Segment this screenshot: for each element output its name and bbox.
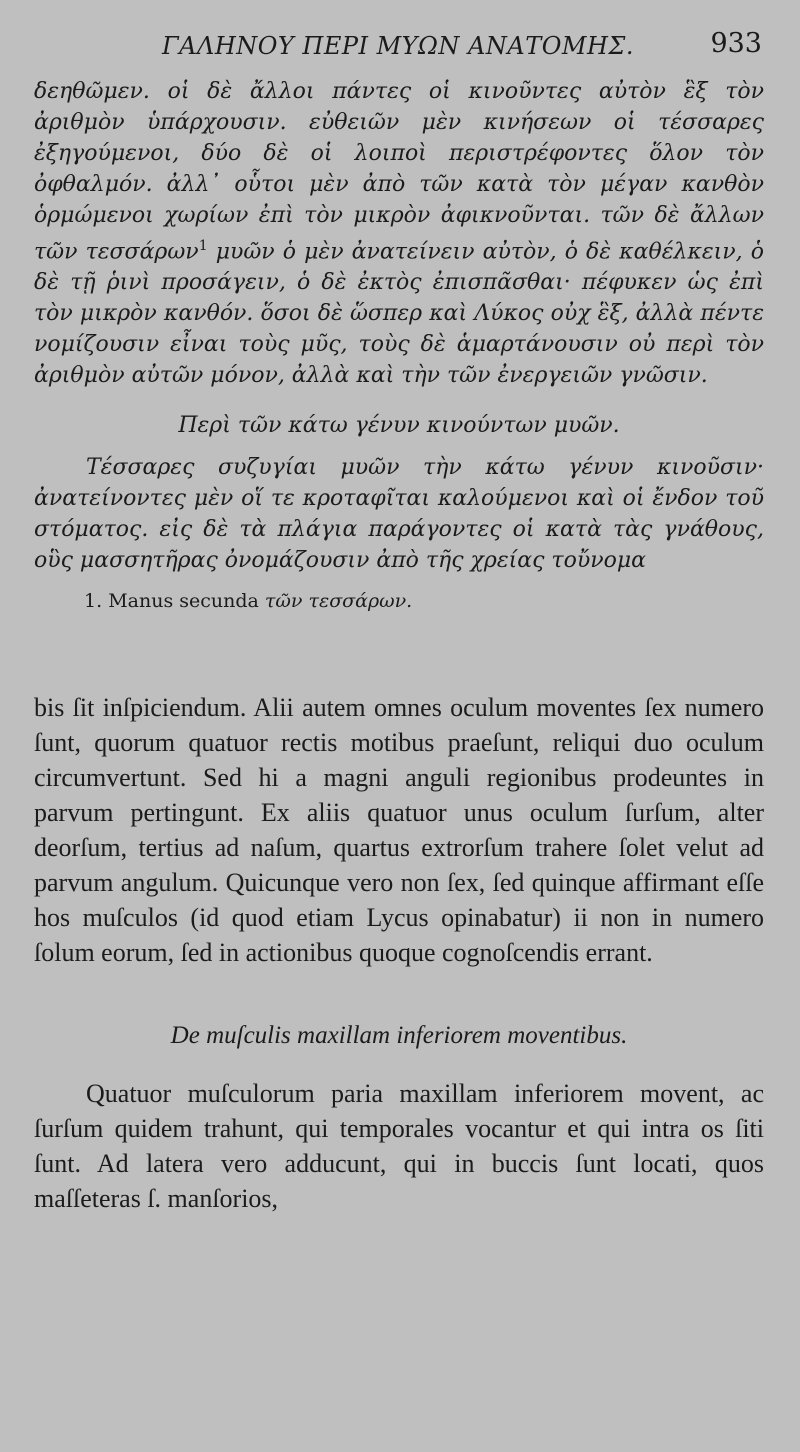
greek-text-block <box>34 76 764 391</box>
greek-paragraph-1-continuation: μυῶν ὁ μὲν ἀνατείνειν αὐτὸν, ὁ δὲ καθέλκειν, ὁ δὲ τῇ ῥινὶ προσάγειν, ὁ δὲ ἐκτὸς ἐπισπᾶσθαι· πέφυκεν ὡς ἐπὶ τὸν μικρὸν κανθόν. ὅσοι δὲ ὥσπερ καὶ Λύκος οὐχ ἓξ, ἀλλὰ πέντε νομίζουσιν εἶναι τοὺς μῦς, τοὺς δὲ ἁμαρτάνουσιν οὐ περὶ τὸν ἀριθμὸν αὐτῶν μόνον, ἀλλὰ καὶ τὴν τῶν ἐνεργειῶν γνῶσιν. <box>34 239 764 389</box>
latin-paragraph-2: Quatuor muſculorum paria maxillam inferiorem movent, ac ſurſum quidem trahunt, qui temporales vocantur et qui intra os ſiti ſunt. Ad latera vero adducunt, qui in buccis ſunt locati, quos maſſeteras ſ. manſorios, <box>34 1079 764 1214</box>
footnote-latin: Manus secunda <box>108 590 259 613</box>
page-number: 933 <box>710 28 762 59</box>
latin-text-block <box>34 690 764 970</box>
latin-text-block-2 <box>34 1076 764 1216</box>
running-head: ΓΑΛΗΝΟΥ ΠΕΡΙ ΜΥΩΝ ΑΝΑΤΟΜΗΣ. <box>162 32 634 60</box>
greek-text-block-2 <box>34 452 764 576</box>
latin-section-heading: De muſculis maxillam inferiorem moventibus. <box>170 1022 628 1050</box>
greek-paragraph-2: Τέσσαρες συζυγίαι μυῶν τὴν κάτω γένυν κινοῦσιν· ἀνατείνοντες μὲν οἵ τε κροταφῖται καλούμενοι καὶ οἱ ἔνδον τοῦ στόματος. εἰς δὲ τὰ πλάγια παράγοντες οἱ κατὰ τὰς γνάθους, οὓς μασσητῆρας ὀνομάζουσιν ἀπὸ τῆς χρείας τοὔνομα <box>34 455 764 574</box>
footnote <box>84 590 764 612</box>
page-header <box>34 28 764 68</box>
latin-paragraph-1: bis ſit inſpiciendum. Alii autem omnes oculum moventes ſex numero ſunt, quorum quatuor rectis motibus praeſunt, reliqui duo oculum circumvertunt. Sed hi a magni anguli regionibus prodeuntes in parvum pertingunt. Ex aliis quatuor unus oculum ſurſum, alter deorſum, tertius ad naſum, quartus extrorſum trahere ſolet velut ad parvum angulum. Quicunque vero non ſex, ſed quinque affirmant eſſe hos muſculos (id quod etiam Lycus opinabatur) ii non in numero ſolum eorum, ſed in actionibus quoque cognoſcendis errant. <box>34 693 764 968</box>
greek-paragraph-1-text: δεηθῶμεν. οἱ δὲ ἄλλοι πάντες οἱ κινοῦντες αὐτὸν ἓξ τὸν ἀριθμὸν ὑπάρχουσιν. εὐθειῶν μὲν κινήσεων οἱ τέσσαρες ἐξηγούμενοι, δύο δὲ οἱ λοιποὶ περιστρέφοντες ὅλον τὸν ὀφθαλμόν. ἀλλ᾽ οὗτοι μὲν ἀπὸ τῶν κατὰ τὸν μέγαν κανθὸν ὁρμώμενοι χωρίων ἐπὶ τὸν μικρὸν ἀφικνοῦνται. τῶν δὲ ἄλλων τῶν τεσσάρων <box>34 79 764 265</box>
greek-paragraph-1 <box>34 76 764 391</box>
footnote-reference-mark: 1 <box>198 238 208 254</box>
footnote-number: 1. <box>84 590 103 613</box>
footnote-greek: τῶν τεσσάρων. <box>264 590 413 613</box>
greek-section-heading: Περὶ τῶν κάτω γένυν κινούντων μυῶν. <box>178 413 620 439</box>
